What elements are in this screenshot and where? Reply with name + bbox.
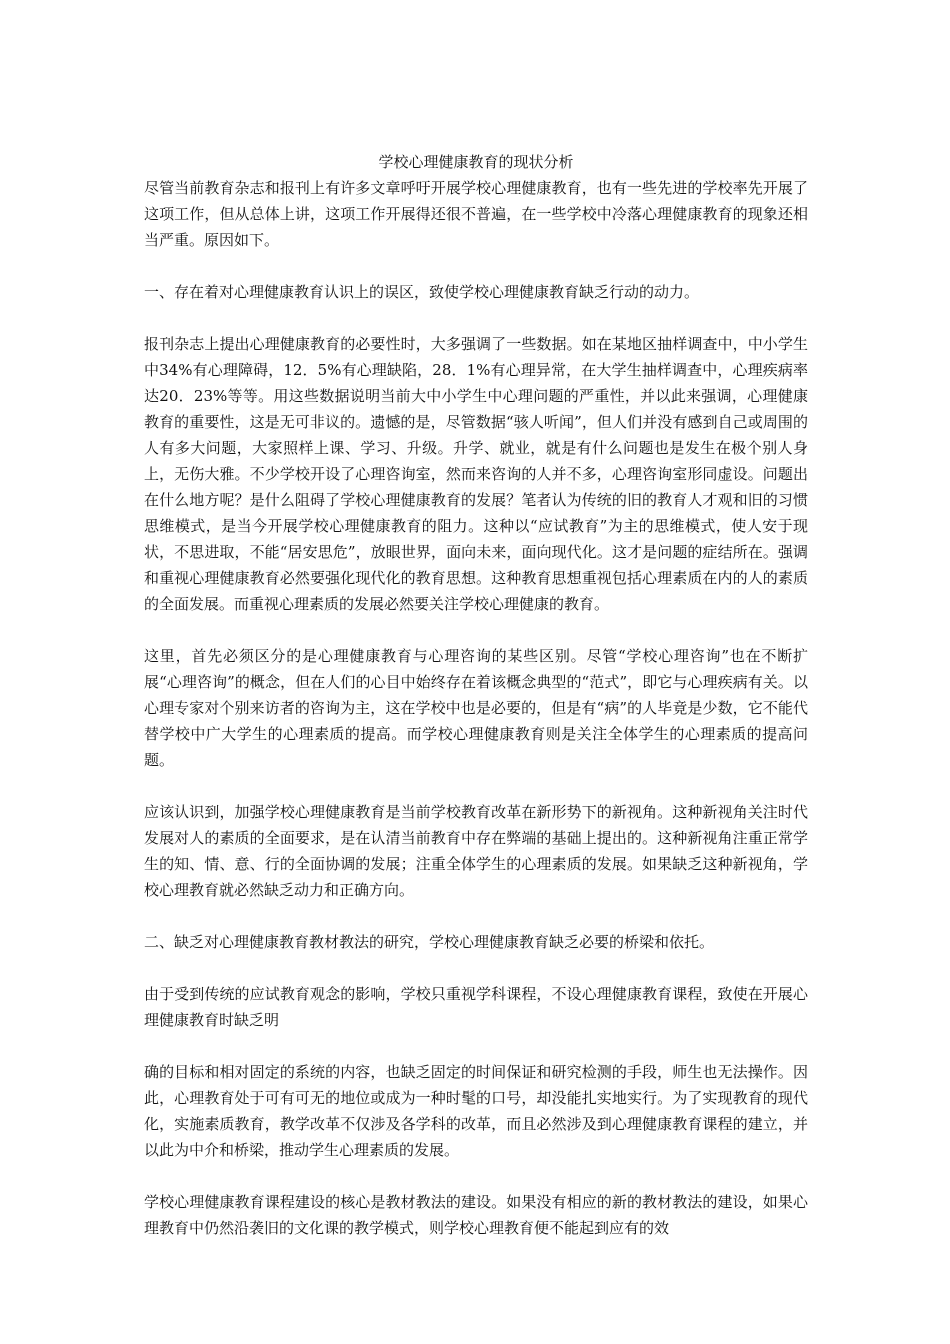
document-page [144,149,808,1267]
paragraph-goals-content: 确的目标和相对固定的系统的内容，也缺乏固定的时间保证和研究检测的手段，师生也无法操作。因此，心理教育处于可有可无的地位或成为一种时髦的口号，却没能扎实地实行。为了实现教育的现代化，实施素质教育，教学改革不仅涉及各学科的改革，而且必然涉及到心理健康教育课程的建立，并以此为中介和桥梁，推动学生心理素质的发展。 [144,1063,808,1159]
paragraph-statistics: 报刊杂志上提出心理健康教育的必要性时，大多强调了一些数据。如在某地区抽样调查中，中小学生中34%有心理障碍，12．5%有心理缺陷，28．1%有心理异常，在大学生抽样调查中，心理疾病率达20．23%等等。用这些数据说明当前大中小学生中心理问题的严重性，并以此来强调，心理健康教育的重要性，这是无可非议的。遗憾的是，尽管数据“骇人听闻”，但人们并没有感到自己或周围的人有多大问题，大家照样上课、学习、升级。升学、就业，就是有什么问题也是发生在极个别人身上，无伤大雅。不少学校开设了心理咨询室，然而来咨询的人并不多，心理咨询室形同虚设。问题出在什么地方呢？是什么阻碍了学校心理健康教育的发展？笔者认为传统的旧的教育人才观和旧的习惯思维模式，是当今开展学校心理健康教育的阻力。这种以“应试教育”为主的思维模式，使人安于现状，不思进取，不能“居安思危”，放眼世界，面向未来，面向现代化。这才是问题的症结所在。强调和重视心理健康教育必然要强化现代化的教育思想。这种教育思想重视包括心理素质在内的人的素质的全面发展。而重视心理素质的发展必然要关注学校心理健康的教育。 [144,335,808,613]
paragraph-new-perspective: 应该认识到，加强学校心理健康教育是当前学校教育改革在新形势下的新视角。这种新视角关注时代发展对人的素质的全面要求，是在认清当前教育中存在弊端的基础上提出的。这种新视角注重正常学生的知、情、意、行的全面协调的发展；注重全体学生的心理素质的发展。如果缺乏这种新视角，学校心理教育就必然缺乏动力和正确方向。 [144,803,808,899]
paragraph-exam-influence: 由于受到传统的应试教育观念的影响，学校只重视学科课程，不设心理健康教育课程，致使在开展心理健康教育时缺乏明 [144,985,808,1029]
section-heading-1: 一、存在着对心理健康教育认识上的误区，致使学校心理健康教育缺乏行动的动力。 [144,283,700,301]
document-title: 学校心理健康教育的现状分析 [378,153,574,171]
paragraph-curriculum-core: 学校心理健康教育课程建设的核心是教材教法的建设。如果没有相应的新的教材教法的建设，如果心理教育中仍然沿袭旧的文化课的教学模式，则学校心理教育便不能起到应有的效 [144,1193,808,1237]
section-heading-2: 二、缺乏对心理健康教育教材教法的研究，学校心理健康教育缺乏必要的桥梁和依托。 [144,933,715,951]
paragraph-counseling-distinction: 这里，首先必须区分的是心理健康教育与心理咨询的某些区别。尽管“学校心理咨询”也在不断扩展“心理咨询”的概念，但在人们的心目中始终存在着该概念典型的“范式”，即它与心理疾病有关。以心理专家对个别来访者的咨询为主，这在学校中也是必要的，但是有“病”的人毕竟是少数，它不能代替学校中广大学生的心理素质的提高。而学校心理健康教育则是关注全体学生的心理素质的提高问题。 [144,647,808,769]
paragraph-intro: 尽管当前教育杂志和报刊上有许多文章呼吁开展学校心理健康教育，也有一些先进的学校率先开展了这项工作，但从总体上讲，这项工作开展得还很不普遍，在一些学校中冷落心理健康教育的现象还相当严重。原因如下。 [144,179,808,249]
